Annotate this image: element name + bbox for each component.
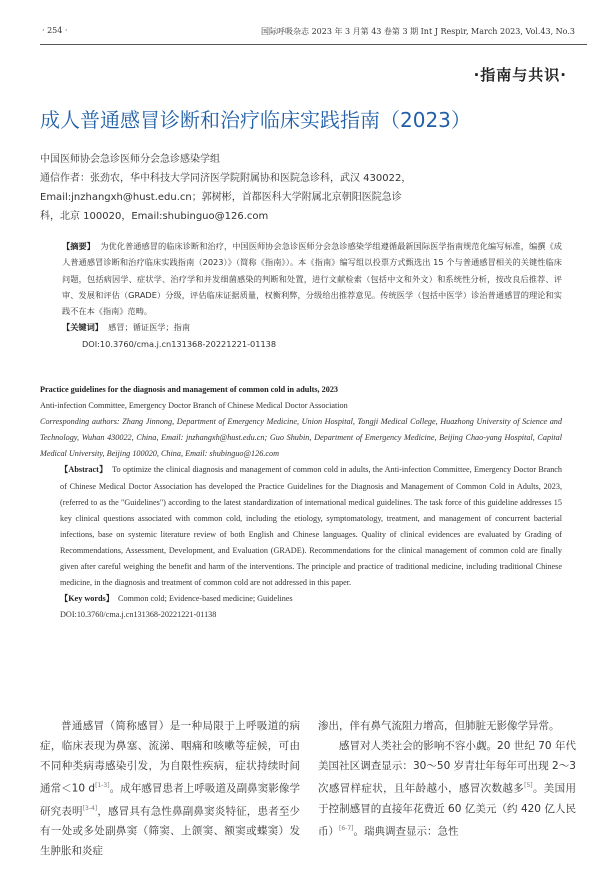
body-text: 渗出，伴有鼻气流阻力增高，但肺脏无影像学异常。 — [318, 720, 560, 732]
english-abstract-label: 【Abstract】 — [60, 465, 108, 475]
section-label: ·指南与共识· — [473, 66, 567, 84]
abstract-label: 【摘要】 — [62, 241, 95, 251]
keywords-label: 【关键词】 — [62, 322, 103, 333]
keywords: 感冒；循证医学；指南 — [108, 322, 191, 333]
english-block — [40, 382, 562, 623]
running-header — [40, 26, 575, 40]
english-authors: Anti-infection Committee, Emergency Doctor Branch of Chinese Medical Doctor Association — [40, 401, 348, 411]
body-text: 。成年感冒患者上呼吸道及副鼻窦影像学研究表明 — [40, 782, 300, 817]
doi: DOI:10.3760/cma.j.cn131368-20221221-01138 — [82, 338, 277, 349]
body-text: 普通感冒（简称感冒）是一种局限于上呼吸道的病症，临床表现为鼻塞、流涕、咽痛和咳嗽等症候，可由不同种类病毒感染引发，为自限性疾病，症状持续时间通常＜10 d — [40, 720, 300, 795]
body-text: 。美国用于控制感冒的直接年花费近 60 亿美元（约 420 亿人民币） — [318, 782, 577, 837]
english-abstract-text: To optimize the clinical diagnosis and management of common cold in adults, the Anti-infection Committee, Emergency Doctor Branch of Chinese Medical Doctor Association has developed the Practice Guidelines for the Diagnosis and Management of Common Cold in Adults, 2023, (referred to as the "Guidelines") according to the latest standardization of international medical guidelines. The task force of this guideline addresses 15 key clinical questions associated with common cold, including the etiology, symptomatology, treatment, and management of concurrent bacterial infections, base on systemic literature review of both English and Chinese languages. Quality of clinical evidences are evaluated by Grading of Recommendations, Assessment, Development, and Evaluation (GRADE). Recommendations for the clinical management of common cold are finally given after careful weighing the benefit and harm of the interventions. The principle and practice of traditional medicine, including traditional Chinese medicine, in the diagnosis and treatment of common cold are not addressed in this paper. — [60, 465, 563, 588]
english-keywords-label: 【Key words】 — [60, 594, 114, 604]
citation: [1-3] — [95, 782, 110, 789]
body-right-column — [318, 716, 576, 841]
author-block — [40, 150, 460, 226]
body-text: 。瑞典调查显示：急性 — [353, 825, 459, 837]
english-corresponding: Corresponding authors: Zhang Jinnong, Department of Emergency Medicine, Union Hospital, Tongji Medical College, Huazhong University of Science and Technology, Wuhan 430022, China, Email: jnzhangxh@hust.edu.cn; Guo Shubin, Department of Emergency Medicine, Beijing Chao-yang Hospital, Capital Medical University, Beijing 100020, China, Email: shubinguo@126.com — [40, 417, 562, 459]
body-left-column — [40, 716, 300, 861]
english-title: Practice guidelines for the diagnosis and management of common cold in adults, 2023 — [40, 385, 339, 394]
page-number: · 254 · — [42, 26, 68, 35]
citation: [3-4] — [82, 804, 98, 812]
body-text: ，感冒具有急性鼻副鼻窦炎特征，患者至少有一处或多处副鼻窦（筛窦、上颌窦、额窦或蝶窦）发生肿胀和炎症 — [40, 805, 301, 857]
citation: [6-7] — [339, 824, 354, 832]
corresponding-line-3: 科，北京 100020，Email:shubinguo@126.com — [40, 211, 269, 222]
header-rule — [40, 44, 587, 45]
citation: [5] — [524, 782, 533, 789]
abstract-cn — [62, 238, 562, 352]
english-doi: DOI:10.3760/cma.j.cn131368-20221221-01138 — [60, 610, 217, 620]
corresponding-line-1: 通信作者：张劲农，华中科技大学同济医学院附属协和医院急诊科，武汉 430022， — [40, 173, 412, 184]
english-keywords: Common cold; Evidence-based medicine; Guidelines — [118, 594, 293, 604]
abstract-text: 为优化普通感冒的临床诊断和治疗，中国医师协会急诊医师分会急诊感染学组遵循最新国际医学指南规范化编写标准，编撰《成人普通感冒诊断和治疗临床实践指南（2023）》（简称《指南》）。本《指南》编写组以投票方式甄选出 15 个与普通感冒相关的关键性临床问题，包括病因学、症状学、治疗学和并发细菌感染的判断和处置，进行文献检索（包括中文和外文）和系统性分析，按改良后推荐、评审、发展和评估（GRADE）分级，评估临床证据质量，权衡利弊，分级给出推荐意见。传统医学（包括中医学）诊治普通感冒的理论和实践不在本《指南》范畴。 — [62, 241, 562, 317]
body-text: 感冒对人类社会的影响不容小觑。20 世纪 70 年代美国社区调查显示：30～50 岁青壮年每年可出现 2～3 次感冒样症状，且年龄越小，感冒次数越多 — [318, 740, 576, 795]
journal-citation: 国际呼吸杂志 2023 年 3 月第 43 卷第 3 期 Int J Respir, March 2023, Vol.43, No.3 — [261, 27, 575, 36]
article-title: 成人普通感冒诊断和治疗临床实践指南（2023） — [40, 108, 471, 132]
corresponding-line-2: Email:jnzhangxh@hust.edu.cn；郭树彬，首都医科大学附属北京朝阳医院急诊 — [40, 192, 402, 203]
author-group: 中国医师协会急诊医师分会急诊感染学组 — [40, 154, 220, 165]
